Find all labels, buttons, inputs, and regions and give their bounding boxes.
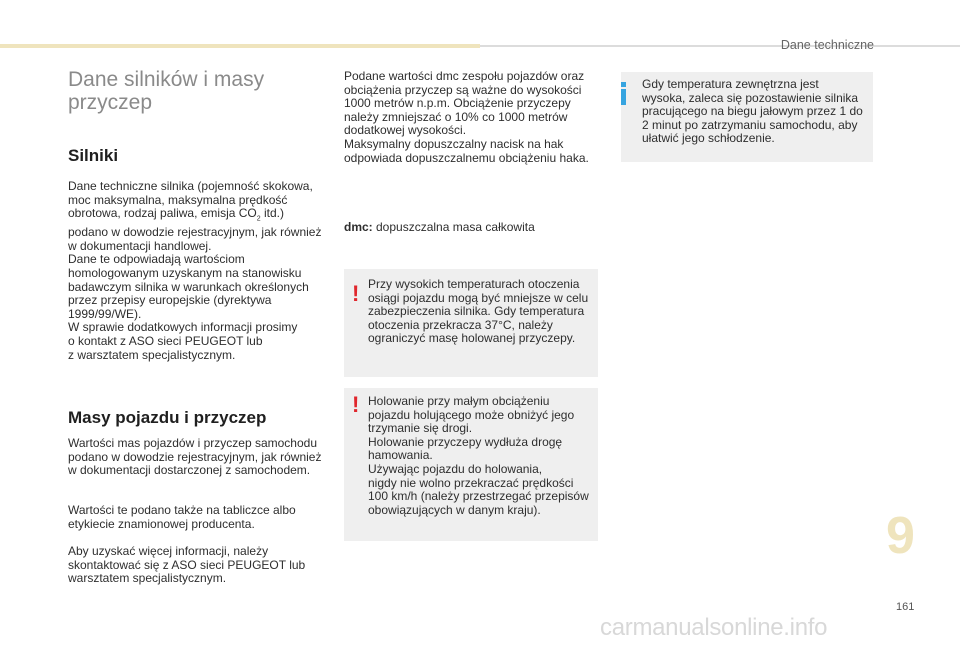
text-line: Dane te odpowiadają wartościom xyxy=(68,252,245,267)
text-line: z warsztatem specjalistycznym. xyxy=(68,347,236,362)
text-line: W sprawie dodatkowych informacji prosimy xyxy=(68,320,298,335)
masses-paragraph-2 xyxy=(68,504,338,531)
text-line: trzymanie się drogi. xyxy=(368,421,473,436)
text-line: etykiecie znamionowej producenta. xyxy=(68,516,255,531)
text-line: nigdy nie wolno przekraczać prędkości xyxy=(368,475,574,490)
text-fragment: itd.) xyxy=(260,206,284,221)
text-fragment: obrotowa, rodzaj paliwa, emisja CO xyxy=(68,206,257,221)
text-line: dodatkowej wysokości. xyxy=(344,123,467,138)
definition-term: dmc: xyxy=(344,220,373,234)
text-line: Używając pojazdu do holowania, xyxy=(368,461,543,476)
masses-paragraph-3 xyxy=(68,545,338,586)
engines-heading: Silniki xyxy=(68,146,119,165)
text-line: skontaktować się z ASO sieci PEUGEOT lub xyxy=(68,557,306,572)
text-line: ograniczyć masę holowanej przyczepy. xyxy=(368,331,576,346)
text-line: Holowanie przyczepy wydłuża drogę xyxy=(368,434,563,449)
chapter-title: Dane techniczne xyxy=(780,38,874,52)
dmc-definition xyxy=(344,221,604,235)
header-rule xyxy=(480,45,960,47)
text-line xyxy=(344,221,604,235)
text-line: podano w dowodzie rejestracyjnym, jak również xyxy=(68,225,322,240)
page-title xyxy=(68,68,328,114)
text-line: pojazdu holującego może obniżyć jego xyxy=(368,407,575,422)
text-line: Maksymalny dopuszczalny nacisk na hak xyxy=(344,136,564,151)
subscript: 2 xyxy=(256,215,261,223)
page-title-line: Dane silników i masy xyxy=(68,68,265,91)
info-text xyxy=(642,78,870,146)
text-line: obciążenia przyczep są ważne do wysokości xyxy=(344,82,582,97)
text-line: Aby uzyskać więcej informacji, należy xyxy=(68,544,269,558)
text-line: homologowanym uzyskanym na stanowisku xyxy=(68,265,302,280)
text-line: podano w dowodzie rejestracyjnym, jak również xyxy=(68,449,322,464)
text-line: warsztatem specjalistycznym. xyxy=(68,571,227,586)
text-line: 100 km/h (należy przestrzegać przepisów xyxy=(368,489,589,504)
text-line: zabezpieczenia silnika. Gdy temperatura xyxy=(368,304,585,319)
header-accent-rule xyxy=(0,44,480,48)
engines-paragraph xyxy=(68,180,338,362)
text-line: przez przepisy europejskie (dyrektywa xyxy=(68,293,272,308)
text-line: Przy wysokich temperaturach otoczenia xyxy=(368,277,580,291)
text-line: Gdy temperatura zewnętrzna jest xyxy=(642,77,819,91)
text-line: badawczym silnika w warunkach określonych xyxy=(68,279,309,294)
text-line: w dokumentacji dostarczonej z samochodem. xyxy=(68,463,311,478)
warning-text xyxy=(368,278,596,346)
text-line: odpowiada dopuszczalnemu obciążeniu haka. xyxy=(344,150,589,165)
altitude-paragraph xyxy=(344,70,604,165)
text-line: Wartości te podano także na tabliczce albo xyxy=(68,503,296,517)
text-line: Holowanie przy małym obciążeniu xyxy=(368,394,550,408)
text-line: o kontakt z ASO sieci PEUGEOT lub xyxy=(68,333,263,348)
definition-text: dopuszczalna masa całkowita xyxy=(372,220,535,234)
info-box-cooldown xyxy=(621,72,873,162)
text-line xyxy=(68,207,338,226)
warning-box-towing xyxy=(344,388,598,541)
text-line: należy zmniejszać o 10% co 1000 metrów xyxy=(344,109,568,124)
chapter-number: 9 xyxy=(886,507,915,565)
text-line: Wartości mas pojazdów i przyczep samochodu xyxy=(68,436,317,450)
warning-text xyxy=(368,395,596,517)
watermark: carmanualsonline.info xyxy=(600,614,828,641)
text-line: otoczenia przekracza 37°C, należy xyxy=(368,317,553,332)
text-line: hamowania. xyxy=(368,448,433,463)
text-line: w dokumentacji handlowej. xyxy=(68,238,212,253)
text-line: 1999/99/WE). xyxy=(68,306,142,321)
text-line: 2 minut po zatrzymaniu samochodu, aby xyxy=(642,117,858,132)
warning-exclamation-icon: ! xyxy=(352,392,360,417)
masses-heading: Masy pojazdu i przyczep xyxy=(68,408,267,427)
text-line: ułatwić jego schłodzenie. xyxy=(642,131,775,146)
text-line: osiągi pojazdu mogą być mniejsze w celu xyxy=(368,290,589,305)
text-line: pracującego na biegu jałowym przez 1 do xyxy=(642,104,863,119)
text-line: 1000 metrów n.p.m. Obciążenie przyczepy xyxy=(344,96,571,111)
page-title-line: przyczep xyxy=(68,91,153,114)
text-line: moc maksymalna, maksymalna prędkość xyxy=(68,192,288,207)
page-number: 161 xyxy=(896,601,915,613)
text-line: obowiązujących w danym kraju). xyxy=(368,502,541,517)
text-line: Podane wartości dmc zespołu pojazdów oraz xyxy=(344,69,585,83)
text-line: wysoka, zaleca się pozostawienie silnika xyxy=(642,90,859,105)
warning-exclamation-icon: ! xyxy=(352,281,360,306)
warning-box-temperature xyxy=(344,269,598,377)
text-line: Dane techniczne silnika (pojemność skokowa, xyxy=(68,179,313,193)
info-icon xyxy=(621,82,627,105)
masses-paragraph-1 xyxy=(68,437,338,478)
